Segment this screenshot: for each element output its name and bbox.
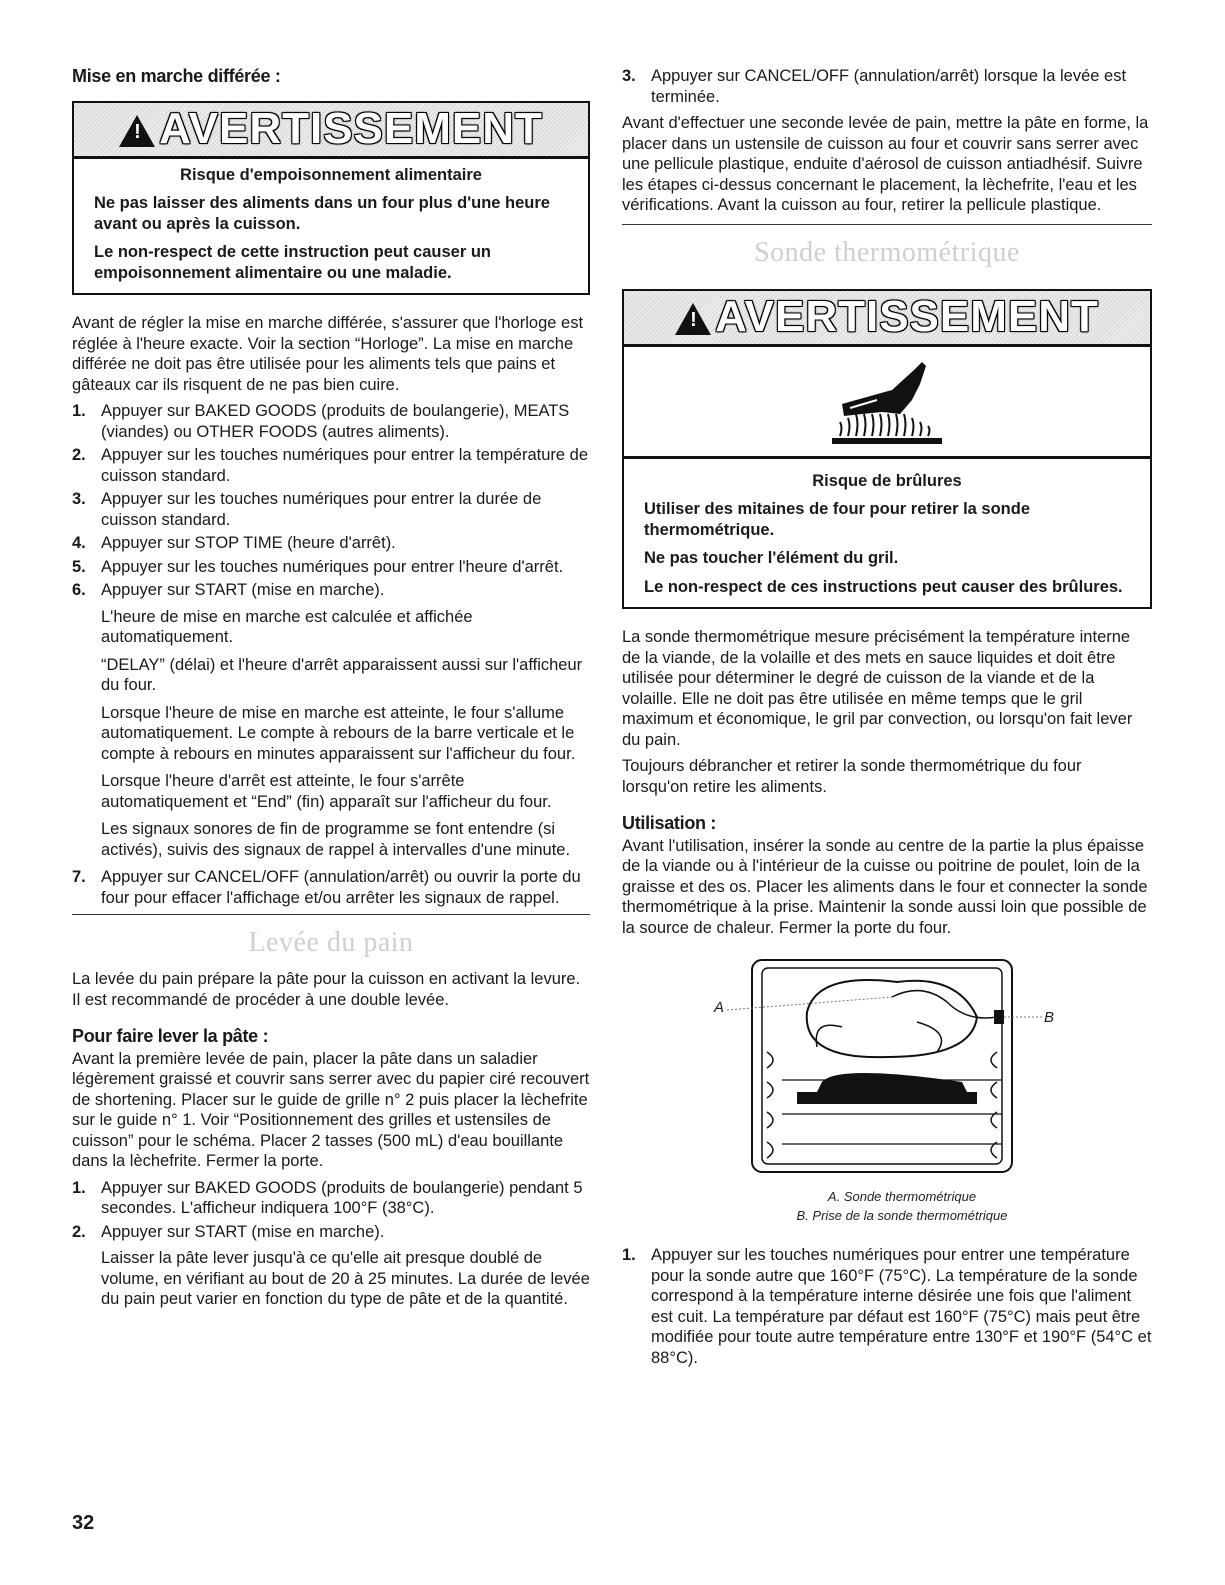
delayed-start-intro: Avant de régler la mise en marche différée, s'assurer que l'horloge est réglée à l'heure exacte. Voir la section “Horloge”. La mise en marche différée ne doit pas être utilisée pour les aliments tels que pains et gâteaux car ils risquent de ne pas bien cuire. bbox=[72, 314, 584, 394]
step-item: 6. Appuyer sur START (mise en marche). bbox=[72, 581, 385, 599]
step-item: 3. Appuyer sur CANCEL/OFF (annulation/arrêt) lorsque la levée est terminée. bbox=[622, 67, 1127, 106]
warning-title: Risque d'empoisonnement alimentaire bbox=[180, 165, 482, 184]
section-divider bbox=[72, 914, 590, 915]
proof-dough-subheading: Pour faire lever la pâte : bbox=[72, 1026, 269, 1046]
step-detail: Les signaux sonores de fin de programme se font entendre (si activés), suivis des signaux de rappel à intervalles d'une minute. bbox=[101, 820, 571, 859]
step-detail: Laisser la pâte lever jusqu'à ce qu'elle ait presque doublé de volume, en vérifiant au bout de 20 à 25 minutes. La durée de levée du pain peut varier en fonction du type de pâte et de la quantité. bbox=[101, 1249, 590, 1308]
burn-warning-box bbox=[622, 289, 1152, 610]
warning-banner-text: AVERTISSEMENT bbox=[715, 291, 1099, 341]
proof-dough-steps bbox=[72, 1178, 590, 1243]
warning-line: Le non-respect de cette instruction peut causer un empoisonnement alimentaire ou une maladie. bbox=[94, 243, 491, 282]
step-item: 1. Appuyer sur les touches numériques pour entrer une température pour la sonde autre que 160°F (75°C). La température de la sonde correspond à la température interne désirée une fois que l'aliment est cuit. La température par défaut est 160°F (75°C) mais peut être modifiée pour toute autre température entre 130°F et 190°F (54°C et 88°C). bbox=[622, 1246, 1152, 1367]
warning-line: Ne pas laisser des aliments dans un four plus d'une heure avant ou après la cuisson. bbox=[94, 194, 550, 233]
warning-line: Le non-respect de ces instructions peut causer des brûlures. bbox=[644, 577, 1123, 596]
warning-triangle-icon: ! bbox=[675, 303, 711, 335]
meat-probe-title: Sonde thermométrique bbox=[754, 236, 1020, 268]
left-column bbox=[72, 0, 590, 1317]
step-item: 7. Appuyer sur CANCEL/OFF (annulation/arrêt) ou ouvrir la porte du four pour effacer l'affichage et/ou arrêter les signaux de rappel. bbox=[72, 868, 581, 907]
second-proofing-text: Avant d'effectuer une seconde levée de pain, mettre la pâte en forme, la placer dans un ustensile de cuisson au four et couvrir sans serrer avec une pellicule plastique, enduite d'aérosol de cuisson antiadhésif. Suivre les étapes ci-dessus concernant le placement, la lèchefrite, l'eau et les vérifications. Avant la cuisson au four, retirer la pellicule plastique. bbox=[622, 114, 1149, 214]
usage-text: Avant l'utilisation, insérer la sonde au centre de la partie la plus épaisse de la viande ou à l'intérieur de la cuisse ou poitrine de poulet, loin de la graisse et des os. Placer les aliments dans le four et connecter la sonde thermométrique à la prise. Maintenir la sonde aussi loin que possible de la source de chaleur. Fermer la porte du four. bbox=[622, 836, 1148, 937]
warning-line: Utiliser des mitaines de four pour retirer la sonde thermométrique. bbox=[644, 500, 1031, 539]
step-detail: “DELAY” (délai) et l'heure d'arrêt apparaissent aussi sur l'afficheur du four. bbox=[101, 655, 583, 694]
caption-b: B. Prise de la sonde thermométrique bbox=[796, 1208, 1008, 1223]
step-item: 4. Appuyer sur STOP TIME (heure d'arrêt). bbox=[72, 534, 396, 552]
warning-banner-text: AVERTISSEMENT bbox=[159, 103, 543, 153]
section-divider bbox=[622, 224, 1152, 225]
proof-dough-intro: Avant la première levée de pain, placer la pâte dans un saladier légèrement graissé et couvrir sans serrer avec du papier ciré recouvert de shortening. Placer sur le guide de grille n° 2 puis placer la lèchefrite sur le guide n° 1. Voir “Positionnement des grilles et ustensiles de cuisson” pour le schéma. Placer 2 tasses (500 mL) d'eau bouillante dans la lèchefrite. Fermer la porte. bbox=[72, 1049, 590, 1170]
step-detail: Lorsque l'heure d'arrêt est atteinte, le four s'arrête automatiquement et “End” (fin) apparaît sur l'afficheur du four. bbox=[101, 772, 552, 811]
bread-proofing-intro: La levée du pain prépare la pâte pour la cuisson en activant la levure. Il est recommandé de procéder à une double levée. bbox=[72, 970, 581, 1009]
proof-dough-step-3 bbox=[622, 66, 1152, 107]
warning-triangle-icon: ! bbox=[119, 115, 155, 147]
warning-banner bbox=[622, 289, 1152, 347]
step-item: 1. Appuyer sur BAKED GOODS (produits de boulangerie) pendant 5 secondes. L'afficheur indiquera 100°F (38°C). bbox=[72, 1178, 583, 1217]
usage-subheading: Utilisation : bbox=[622, 813, 717, 833]
probe-steps bbox=[622, 1245, 1152, 1368]
label-b: B bbox=[1044, 1009, 1055, 1026]
meat-probe-unplug-note: Toujours débrancher et retirer la sonde thermométrique du four lorsqu'on retire les aliments. bbox=[622, 757, 1082, 796]
meat-probe-description: La sonde thermométrique mesure précisément la température interne de la viande, de la volaille et des mets en sauce liquides et doit être utilisée pour déterminer le degré de cuisson de la viande et de la volaille. Elle ne doit pas être utilisée en même temps que le gril maximum et économique, le gril par convection, ou lorsqu'on fait lever du pain. bbox=[622, 628, 1133, 749]
warning-body bbox=[74, 159, 588, 294]
delayed-start-heading: Mise en marche différée : bbox=[72, 66, 281, 86]
step-detail: L'heure de mise en marche est calculée et affichée automatiquement. bbox=[101, 607, 473, 646]
step-item: 1. Appuyer sur BAKED GOODS (produits de boulangerie), MEATS (viandes) ou OTHER FOODS (autres aliments). bbox=[72, 402, 570, 441]
page-number: 32 bbox=[72, 1512, 95, 1534]
delayed-start-final-step bbox=[72, 867, 590, 908]
bread-proofing-title: Levée du pain bbox=[248, 927, 414, 958]
delayed-start-steps bbox=[72, 401, 590, 601]
step-item: 5. Appuyer sur les touches numériques pour entrer l'heure d'arrêt. bbox=[72, 557, 564, 576]
step-item: 2. Appuyer sur START (mise en marche). bbox=[72, 1222, 385, 1241]
label-a: A bbox=[714, 999, 725, 1016]
oven-probe-diagram bbox=[712, 952, 1072, 1187]
step-detail: Lorsque l'heure de mise en marche est atteinte, le four s'allume automatiquement. Le compte à rebours de la barre verticale et le compte à rebours en minutes apparaissent sur l'afficheur du four. bbox=[101, 703, 576, 763]
warning-title: Risque de brûlures bbox=[812, 471, 962, 490]
warning-banner bbox=[72, 101, 590, 159]
right-column bbox=[622, 0, 1152, 1371]
step-item: 2. Appuyer sur les touches numériques pour entrer la température de cuisson standard. bbox=[72, 446, 589, 485]
warning-body bbox=[624, 459, 1150, 608]
food-poisoning-warning-box bbox=[72, 101, 590, 296]
hot-surface-hand-icon bbox=[624, 347, 1150, 459]
caption-a: A. Sonde thermométrique bbox=[827, 1189, 977, 1204]
step-item: 3. Appuyer sur les touches numériques pour entrer la durée de cuisson standard. bbox=[72, 490, 542, 529]
warning-line: Ne pas toucher l'élément du gril. bbox=[644, 549, 899, 567]
